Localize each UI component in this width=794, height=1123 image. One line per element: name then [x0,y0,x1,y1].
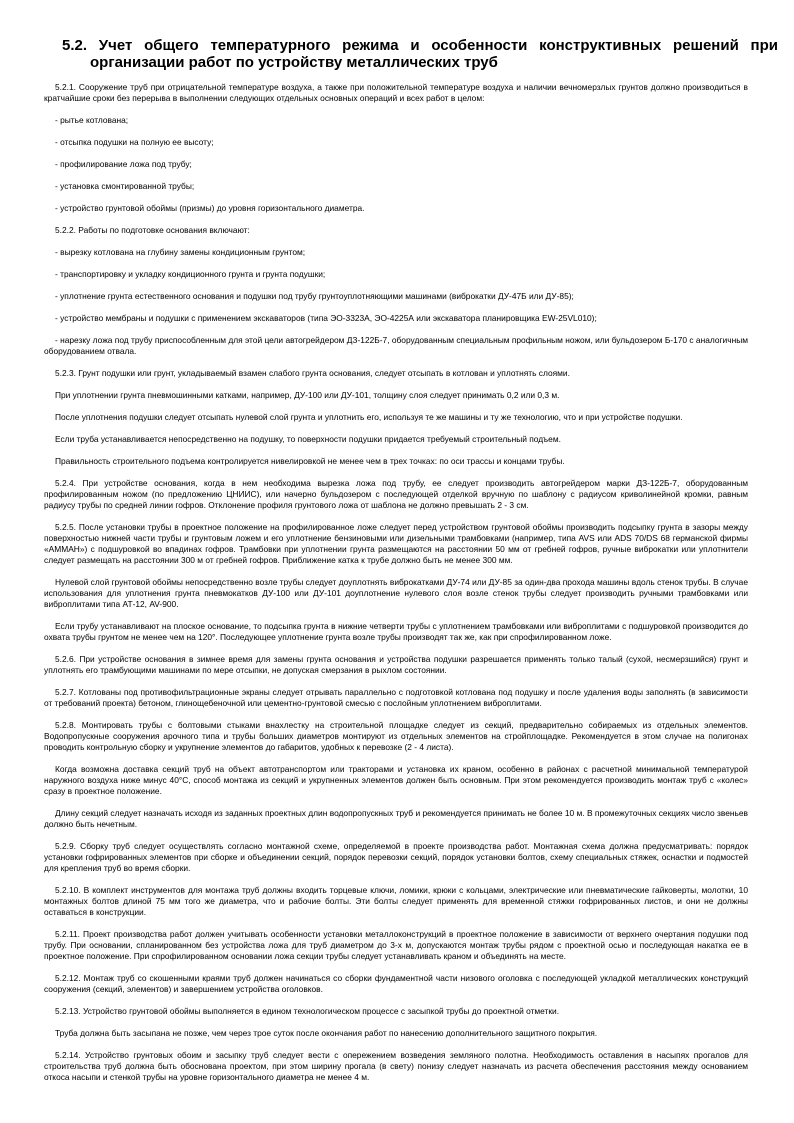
list-item: - установка смонтированной трубы; [55,181,195,191]
section-title: 5.2. Учет общего температурного режима и особенности конструктивных решений при организации работ по устройству металлических труб [62,37,778,71]
section-body [44,82,748,1094]
list-item: - профилирование ложа под трубу; [55,159,192,169]
paragraph: После уплотнения подушки следует отсыпать нулевой слой грунта и уплотнить его, используя те же машины и ту же технологию, что и при устройстве подушки. [55,412,683,422]
list-item: - устройство грунтовой обоймы (призмы) до уровня горизонтального диаметра. [55,203,365,213]
paragraph: Если трубу устанавливают на плоское основание, то подсыпка грунта в нижние четверти трубы с уплотнением трамбовками или виброплитами с подшуровкой производится до охвата трубы грунтом не менее чем на 120°. Последующее уплотнение грунта возле трубы производят так же, как при спрофилированном ложе. [44,621,748,642]
list-item: - отсыпка подушки на полную ее высоту; [55,137,214,147]
paragraph: Нулевой слой грунтовой обоймы непосредственно возле трубы следует доуплотнять виброкатками ДУ-74 или ДУ-85 за один-два прохода машины вдоль стенок трубы. В случае использования для уплотнения грунта пневмокатков ДУ-100 или ДУ-101 доуплотнение нулевого слоя возле стенок трубы следует производить ручными трамбовками или виброплитами типа АТ-12, AV-900. [44,577,748,609]
paragraph: Правильность строительного подъема контролируется нивелировкой не менее чем в трех точках: по оси трассы и концами трубы. [55,456,565,466]
paragraph-5-2-5: 5.2.5. После установки трубы в проектное положение на профилированное ложе следует перед устройством грунтовой обоймы производить подсыпку грунта в зазоры между поверхностью нижней части трубы и грунтовым ложем и его уплотнение бензиновыми или дизельными трамбовками (например, типа AVS или ADS 70/DS 68 германской фирмы «АММАН») с подшуровкой во впадинах гофров. Трамбовки при уплотнении грунта размещаются на расстоянии 50 мм от гребней гофров, ручные виброкатки или уплотнители следует размещать на расстоянии 300 м от гребней гофров. Приближение катка к трубе должно быть не менее 300 мм. [44,522,748,565]
list-item: - вырезку котлована на глубину замены кондиционным грунтом; [55,247,306,257]
paragraph-5-2-7: 5.2.7. Котлованы под противофильтрационные экраны следует отрывать параллельно с подготовкой котлована под подушку и после удаления воды заполнять (в зависимости от требований проекта) бетоном, глинощебеночной или цементно-грунтовой смесью с послойным уплотнением виброплитами. [44,687,748,708]
paragraph-5-2-3: 5.2.3. Грунт подушки или грунт, укладываемый взамен слабого грунта основания, следует отсыпать в котлован и уплотнять слоями. [55,368,570,378]
paragraph-5-2-1: 5.2.1. Сооружение труб при отрицательной температуре воздуха, а также при положительной температуре воздуха и наличии вечномерзлых грунтов должно производиться в кратчайшие сроки без перерыва в выполнении следующих отдельных основных операций и всех работ в целом: [44,82,748,103]
paragraph-5-2-14: 5.2.14. Устройство грунтовых обоим и засыпку труб следует вести с опережением возведения земляного полотна. Необходимость оставления в насыпях прогалов для строительства труб должна быть обоснована проектом, при этом ширину прогала (в свету) понизу следует назначать из расчета обеспечения расстояния между основанием откоса насыпи и стенкой трубы на уровне горизонтального диаметра не менее 4 м. [44,1050,748,1082]
paragraph-5-2-11: 5.2.11. Проект производства работ должен учитывать особенности установки металлоконструкций в проектное положение в зависимости от верхнего очертания подушки под трубу. При основании, спланированном без устройства ложа для труб диаметром до 3-х м, допускаются монтаж трубы рядом с проектной осью и последующая накатка ее в проектное положение. При спрофилированном основании ложа секции трубы следует устанавливать краном и объединять на месте. [44,929,748,961]
list-item: - устройство мембраны и подушки с применением экскаваторов (типа ЭО-3323А, ЭО-4225А или экскаватора планировщика EW-25VL010); [55,313,597,323]
paragraph-5-2-2: 5.2.2. Работы по подготовке основания включают: [55,225,250,235]
paragraph-5-2-9: 5.2.9. Сборку труб следует осуществлять согласно монтажной схеме, определяемой в проекте производства работ. Монтажная схема должна предусматривать: порядок установки гофрированных элементов при сборке и объединении секций, порядок перевозки секций, порядок установки болтов, схему специальных стяжек, оснастки и подмостей для крепления труб во время сборки. [44,841,748,873]
paragraph: Когда возможна доставка секций труб на объект автотранспортом или тракторами и установка их краном, особенно в районах с расчетной минимальной температурой наружного воздуха ниже минус 40°С, способ монтажа из секций и укрупненных элементов должен быть основным. При этом рекомендуется производить монтаж труб с «колес» сразу в проектное положение. [44,764,748,796]
paragraph-5-2-6: 5.2.6. При устройстве основания в зимнее время для замены грунта основания и устройства подушки разрешается применять только талый (сухой, несмерзшийся) грунт и уплотнять его трамбующими машинами по мере отсыпки, не допуская смерзания в рыхлом состоянии. [44,654,748,675]
paragraph-5-2-10: 5.2.10. В комплект инструментов для монтажа труб должны входить торцевые ключи, ломики, крюки с кольцами, электрические или пневматические гайковерты, молотки, 10 монтажных болтов длиной 75 мм того же диаметра, что и рабочие болты. Эти болты следует применять для временной стяжки гофрированных листов, и они не должны оставаться в конструкции. [44,885,748,917]
list-item: - рытье котлована; [55,115,129,125]
paragraph-5-2-4: 5.2.4. При устройстве основания, когда в нем необходима вырезка ложа под трубу, ее следует производить автогрейдером марки ДЗ-122Б-7, оборудованным профилированным ножом (по предложению ЦНИИС), или начерно бульдозером с последующей отделкой вручную по шаблону с радиусом криволинейной кромки, равным радиусу трубы по средней линии гофров. Отклонение профиля грунтового ложа от шаблона не должно превышать 2 - 3 см. [44,478,748,510]
paragraph: Труба должна быть засыпана не позже, чем через трое суток после окончания работ по нанесению дополнительного защитного покрытия. [55,1028,598,1038]
paragraph-5-2-12: 5.2.12. Монтаж труб со скошенными краями труб должен начинаться со сборки фундаментной части низового оголовка с последующей укладкой металлических конструкций сооружения (секций, элементов) и завершением устройства оголовков. [44,973,748,994]
paragraph-5-2-13: 5.2.13. Устройство грунтовой обоймы выполняется в едином технологическом процессе с засыпкой трубы до проектной отметки. [55,1006,560,1016]
list-item: - транспортировку и укладку кондиционного грунта и грунта подушки; [55,269,326,279]
paragraph: Если труба устанавливается непосредственно на подушку, то поверхности подушки придается требуемый строительный подъем. [55,434,561,444]
paragraph: При уплотнении грунта пневмошинными катками, например, ДУ-100 или ДУ-101, толщину слоя следует принимать 0,2 или 0,3 м. [55,390,560,400]
paragraph: Длину секций следует назначать исходя из заданных проектных длин водопропускных труб и рекомендуется принимать не более 10 м. В промежуточных секциях число звеньев должно быть нечетным. [44,808,748,829]
list-item: - уплотнение грунта естественного основания и подушки под трубу грунтоуплотняющими машинами (виброкатки ДУ-47Б или ДУ-85); [55,291,574,301]
paragraph-5-2-8: 5.2.8. Монтировать трубы с болтовыми стыками внахлестку на строительной площадке следует из секций, предварительно собираемых из отдельных элементов. Водопропускные сооружения арочного типа и трубы больших диаметров монтируют из отдельных элементов на стройплощадке. Рекомендуется в этом случае на полигонах проводить контрольную сборку и укрупнение элементов до габаритов, удобных к перевозке (2 - 4 листа). [44,720,748,752]
list-item: - нарезку ложа под трубу приспособленным для этой цели автогрейдером ДЗ-122Б-7, оборудованным специальным профильным ножом, или бульдозером Б-170 с аналогичным оборудованием отвала. [44,335,748,356]
